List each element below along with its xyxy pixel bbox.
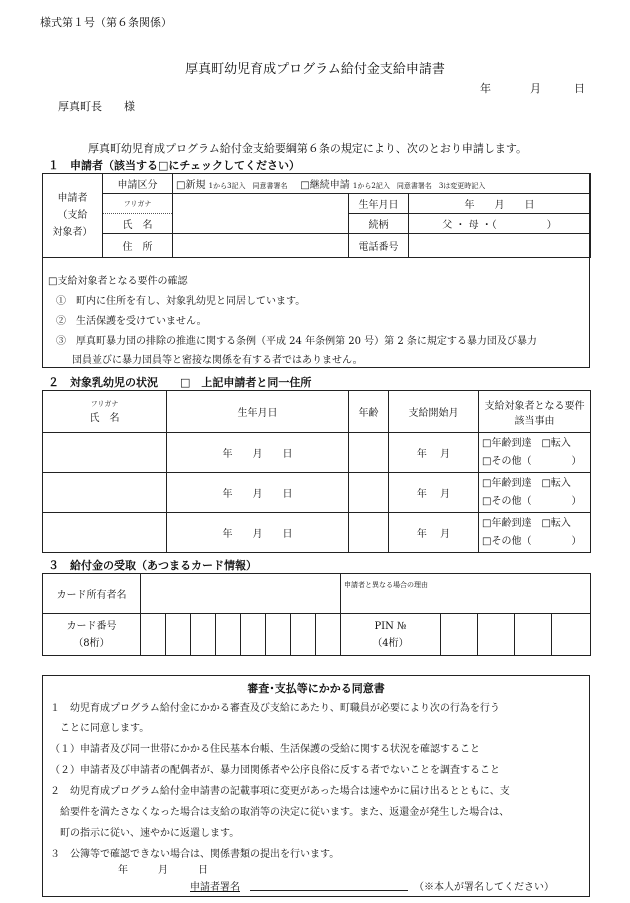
date-month: 月 xyxy=(530,82,541,95)
col-start-header: 支給開始月 xyxy=(389,391,479,433)
relation-label: 続柄 xyxy=(349,214,409,234)
requirement-1: ① 町内に住所を有し、対象乳幼児と同居しています。 xyxy=(56,296,306,307)
child-reason-field[interactable]: □年齢到達 □転入 □その他（ ） xyxy=(479,433,591,473)
section3-heading: ３ 給付金の受取（あつまるカード情報） xyxy=(48,559,257,572)
child-reason-field[interactable]: □年齢到達 □転入 □その他（ ） xyxy=(479,473,591,513)
requirements-heading[interactable]: □支給対象者となる要件の確認 xyxy=(48,276,188,287)
pin-digit-1[interactable] xyxy=(441,614,478,656)
pin-digit-2[interactable] xyxy=(478,614,515,656)
child-age-field[interactable] xyxy=(349,433,389,473)
signature-note: （※本人が署名してください） xyxy=(414,882,554,893)
card-digit-8[interactable] xyxy=(316,614,341,656)
date-year: 年 xyxy=(480,82,491,95)
continue-checkbox[interactable]: □継続申請 xyxy=(300,180,350,191)
col-age-header: 年齢 xyxy=(349,391,389,433)
child-start-field[interactable]: 年 月 xyxy=(389,473,479,513)
col-reason-header: 支給対象者となる要件 該当事由 xyxy=(479,391,591,433)
consent-line-1: １ 幼児育成プログラム給付金にかかる審査及び支給にあたり、町職員が必要により次の行為を行う xyxy=(50,703,500,714)
table-row xyxy=(43,433,591,473)
pin-digit-3[interactable] xyxy=(515,614,552,656)
consent-title: 審査･支払等にかかる同意書 xyxy=(247,682,385,695)
address-field[interactable] xyxy=(173,234,349,258)
table-row xyxy=(43,473,591,513)
furigana-label: フリガナ xyxy=(103,194,173,214)
requirement-3b: 団員並びに暴力団員等と密接な関係を有する者ではありません。 xyxy=(72,355,363,366)
new-checkbox[interactable]: □新規 xyxy=(176,180,206,191)
consent-line-8: ３ 公簿等で確認できない場合は、関係書類の提出を行います。 xyxy=(50,849,340,860)
card-digit-1[interactable] xyxy=(141,614,166,656)
category-options: □新規 1から3記入 同意書署名 □継続申請 1から2記入 同意書署名 3は変更時記入 xyxy=(173,174,591,194)
child-start-field[interactable]: 年 月 xyxy=(389,513,479,553)
card-digit-6[interactable] xyxy=(266,614,291,656)
birthdate-label: 生年月日 xyxy=(349,194,409,214)
diff-reason-field[interactable]: 申請者と異なる場合の理由 xyxy=(341,574,591,614)
card-number-label: カード番号 （8桁） xyxy=(43,614,141,656)
table-row xyxy=(43,513,591,553)
pin-digit-4[interactable] xyxy=(552,614,591,656)
consent-date[interactable]: 年 月 日 xyxy=(118,865,208,876)
child-birth-field[interactable]: 年 月 日 xyxy=(167,433,349,473)
child-name-field[interactable] xyxy=(43,433,167,473)
child-start-field[interactable]: 年 月 xyxy=(389,433,479,473)
relation-field[interactable]: 父 ・ 母 ・（ ） xyxy=(409,214,591,234)
consent-line-6: 給要件を満たさなくなった場合は支給の取消等の決定に従います。また、返還金が発生した場合は、 xyxy=(50,807,510,818)
birthdate-field[interactable]: 年 月 日 xyxy=(409,194,591,214)
category-label: 申請区分 xyxy=(103,174,173,194)
consent-line-5: ２ 幼児育成プログラム給付金申請書の記載事項に変更があった場合は速やかに届け出るとともに、支 xyxy=(50,786,510,797)
applicant-table xyxy=(42,173,591,258)
consent-line-2: ことに同意します。 xyxy=(50,723,150,734)
pin-label: PIN № （4桁） xyxy=(341,614,441,656)
child-age-field[interactable] xyxy=(349,473,389,513)
col-birth-header: 生年月日 xyxy=(167,391,349,433)
intro-text: 厚真町幼児育成プログラム給付金支給要綱第６条の規定により、次のとおり申請します。 xyxy=(88,142,528,155)
card-table xyxy=(42,573,591,656)
address-label: 住 所 xyxy=(103,234,173,258)
child-reason-field[interactable]: □年齢到達 □転入 □その他（ ） xyxy=(479,513,591,553)
phone-field[interactable] xyxy=(409,234,591,258)
children-table xyxy=(42,390,591,553)
name-label: 氏 名 xyxy=(103,214,173,234)
form-number: 様式第１号（第６条関係） xyxy=(40,16,172,29)
card-digit-4[interactable] xyxy=(216,614,241,656)
card-holder-label: カード所有者名 xyxy=(43,574,141,614)
card-digit-7[interactable] xyxy=(291,614,316,656)
recipient: 厚真町長 様 xyxy=(58,100,135,113)
section1-heading: １ 申請者（該当する□にチェックしてください） xyxy=(48,159,301,172)
requirement-3: ③ 厚真町暴力団の排除の推進に関する条例（平成 24 年条例第 20 号）第 2 条に規定する暴力団及び暴力 xyxy=(56,336,537,347)
signature-field[interactable] xyxy=(250,878,408,891)
applicant-label: 申請者 （支給 対象者） xyxy=(43,174,103,258)
child-name-field[interactable] xyxy=(43,513,167,553)
consent-line-3: （１）申請者及び同一世帯にかかる住民基本台帳、生活保護の受給に関する状況を確認すること xyxy=(50,744,480,755)
phone-label: 電話番号 xyxy=(349,234,409,258)
date-day: 日 xyxy=(574,82,585,95)
card-digit-2[interactable] xyxy=(166,614,191,656)
child-birth-field[interactable]: 年 月 日 xyxy=(167,473,349,513)
child-birth-field[interactable]: 年 月 日 xyxy=(167,513,349,553)
child-age-field[interactable] xyxy=(349,513,389,553)
applicant-name-field[interactable] xyxy=(173,194,349,234)
page-title: 厚真町幼児育成プログラム給付金支給申請書 xyxy=(185,62,445,77)
requirement-2: ② 生活保護を受けていません。 xyxy=(56,316,207,327)
card-holder-field[interactable] xyxy=(141,574,341,614)
consent-line-7: 町の指示に従い、速やかに返還します。 xyxy=(50,828,240,839)
card-digit-3[interactable] xyxy=(191,614,216,656)
child-name-field[interactable] xyxy=(43,473,167,513)
section2-heading: ２ 対象乳幼児の状況 □ 上記申請者と同一住所 xyxy=(48,376,312,389)
signature-label: 申請者署名 xyxy=(190,882,240,893)
col-name-header: フリガナ 氏 名 xyxy=(43,391,167,433)
consent-line-4: （２）申請者及び申請者の配偶者が、暴力団関係者や公序良俗に反する者でないことを調査すること xyxy=(50,765,500,776)
card-digit-5[interactable] xyxy=(241,614,266,656)
